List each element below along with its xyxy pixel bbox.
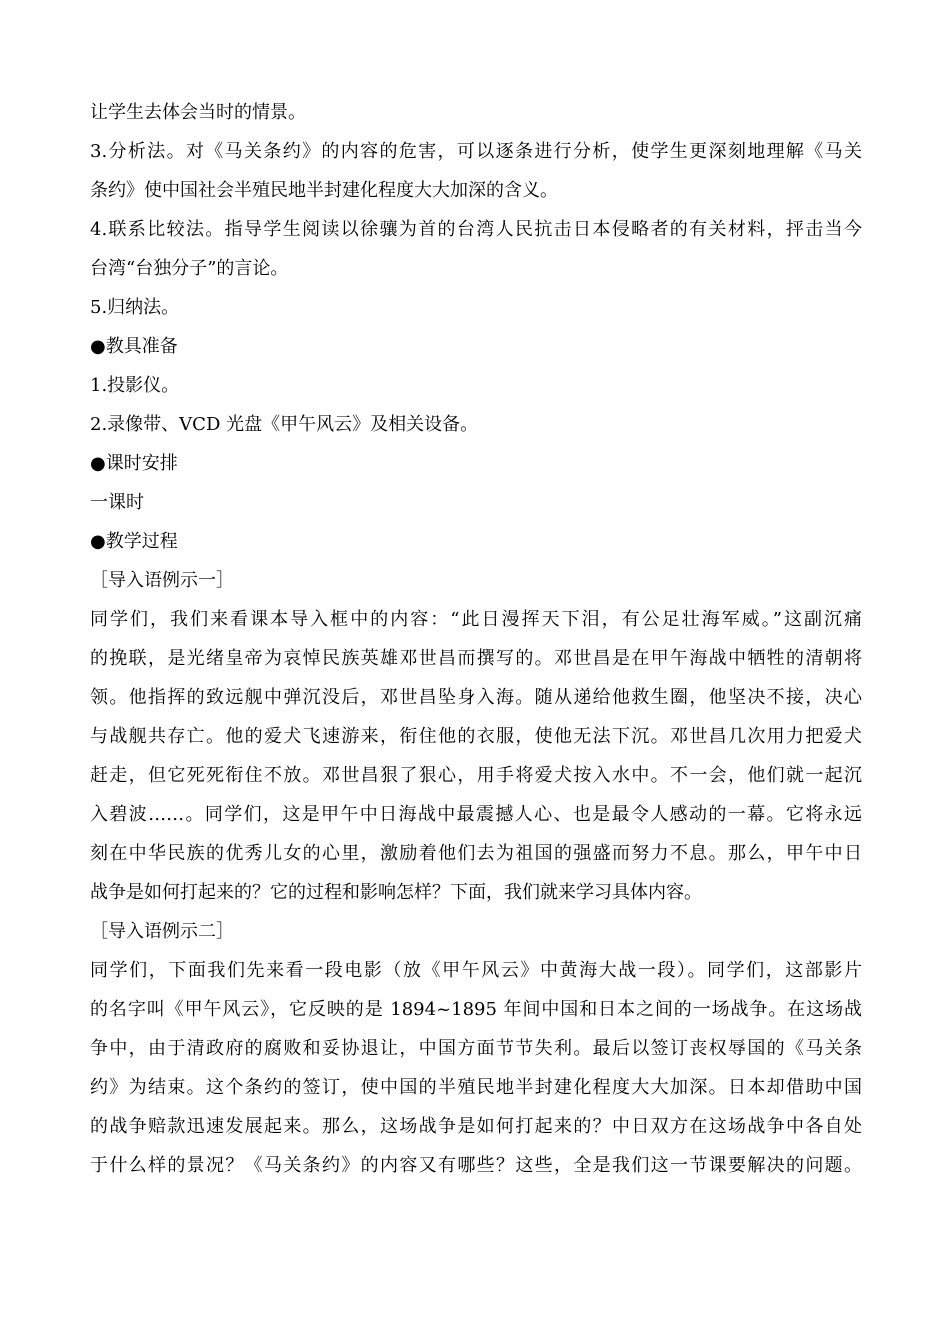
text-line: 1.投影仪。 — [90, 375, 180, 396]
text-line: 的名字叫《甲午风云》，它反映的是 1894~1895 年间中国和日本之间的一场战争。在这场战 — [90, 999, 862, 1020]
text-line: 赶走，但它死死衔住不放。邓世昌狠了狠心，用手将爱犬按入水中。不一会，他们就一起沉 — [90, 765, 862, 786]
text-line: 2.录像带、VCD 光盘《甲午风云》及相关设备。 — [90, 414, 479, 435]
section-heading: ●教具准备 — [90, 336, 178, 357]
text-line: 同学们，下面我们先来看一段电影（放《甲午风云》中黄海大战一段）。同学们，这部影片 — [90, 960, 862, 981]
text-line: 的战争赔款迅速发展起来。那么，这场战争是如何打起来的？中日双方在这场战争中各自处 — [90, 1116, 862, 1137]
text-line: 让学生去体会当时的情景。 — [90, 102, 306, 123]
text-line: 的挽联，是光绪皇帝为哀悼民族英雄邓世昌而撰写的。邓世昌是在甲午海战中牺牲的清朝将 — [90, 648, 862, 669]
text-line: 3.分析法。对《马关条约》的内容的危害，可以逐条进行分析，使学生更深刻地理解《马关 — [90, 141, 862, 162]
text-line: 约》为结束。这个条约的签订，使中国的半殖民地半封建化程度大大加深。日本却借助中国 — [90, 1077, 862, 1098]
text-line: 入碧波……。同学们，这是甲午中日海战中最震撼人心、也是最令人感动的一幕。它将永远 — [90, 804, 862, 825]
text-line: 同学们，我们来看课本导入框中的内容：“此日漫挥天下泪，有公足壮海军威。”这副沉痛 — [90, 609, 862, 630]
text-line: 刻在中华民族的优秀儿女的心里，激励着他们去为祖国的强盛而努力不息。那么，甲午中日 — [90, 843, 862, 864]
text-line: 台湾“台独分子”的言论。 — [90, 258, 289, 279]
section-heading: ●教学过程 — [90, 531, 178, 552]
text-line: 领。他指挥的致远舰中弹沉没后，邓世昌坠身入海。随从递给他救生圈，他坚决不接，决心 — [90, 687, 862, 708]
section-heading: ●课时安排 — [90, 453, 178, 474]
text-line: 与战舰共存亡。他的爱犬飞速游来，衔住他的衣服，使他无法下沉。邓世昌几次用力把爱犬 — [90, 726, 862, 747]
text-line: 于什么样的景况？《马关条约》的内容又有哪些？这些，全是我们这一节课要解决的问题。 — [90, 1155, 862, 1176]
subsection-label: ［导入语例示一］ — [90, 570, 234, 591]
text-line: 5.归纳法。 — [90, 297, 180, 318]
text-line: 4.联系比较法。指导学生阅读以徐骧为首的台湾人民抗击日本侵略者的有关材料，抨击当今 — [90, 219, 862, 240]
text-line: 一课时 — [90, 492, 144, 513]
subsection-label: ［导入语例示二］ — [90, 921, 234, 942]
text-line: 战争是如何打起来的？它的过程和影响怎样？下面，我们就来学习具体内容。 — [90, 882, 702, 903]
text-line: 争中，由于清政府的腐败和妥协退让，中国方面节节失利。最后以签订丧权辱国的《马关条 — [90, 1038, 862, 1059]
document-body — [90, 93, 862, 1185]
text-line: 条约》使中国社会半殖民地半封建化程度大大加深的含义。 — [90, 180, 558, 201]
